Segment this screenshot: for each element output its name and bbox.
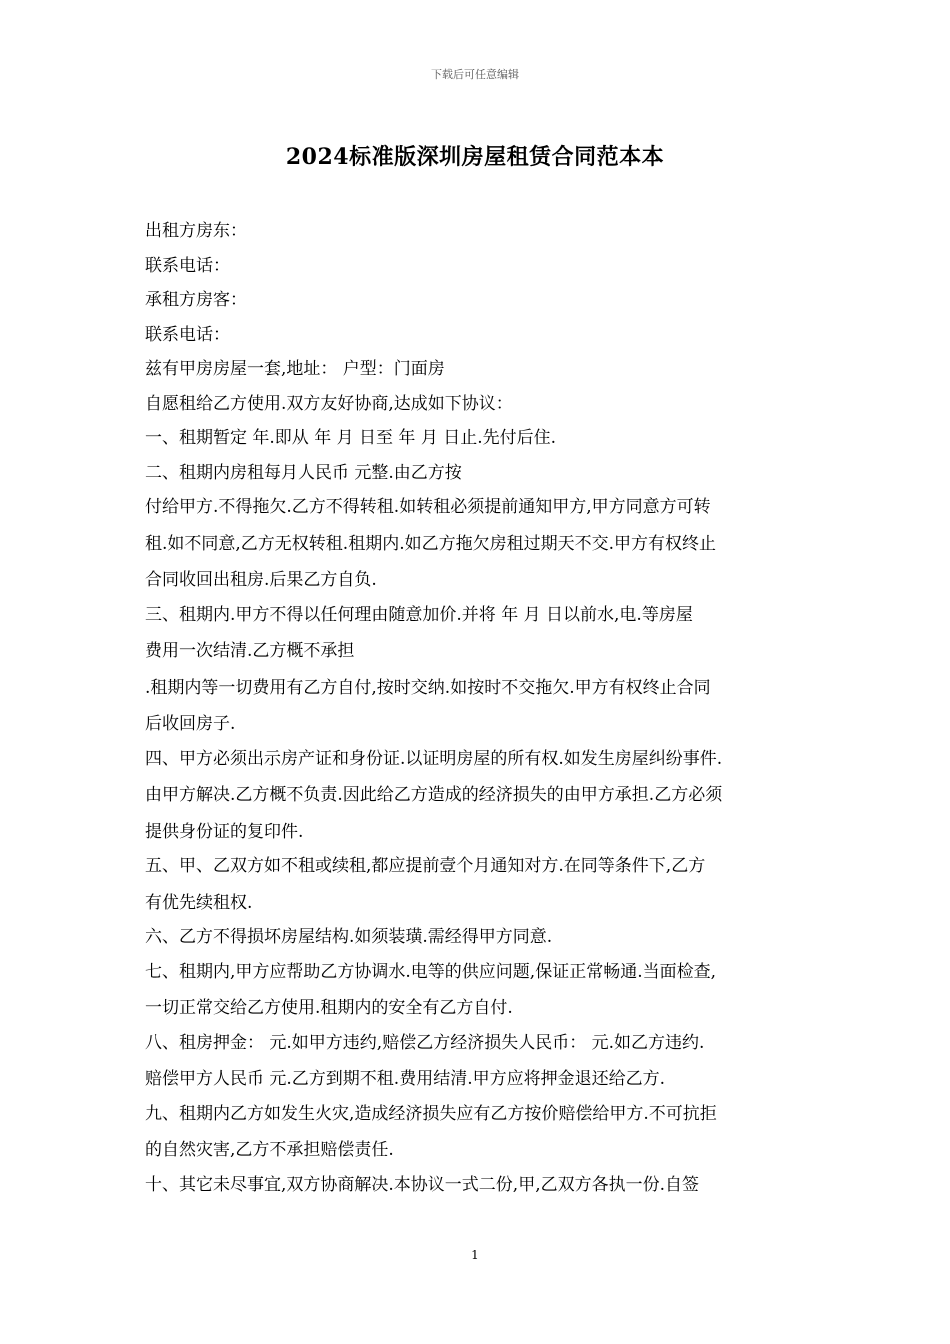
text-line: 承租方房客： [145, 290, 247, 310]
text-line: 后收回房子. [145, 714, 236, 734]
text-line: 九、租期内乙方如发生火灾,造成经济损失应有乙方按价赔偿给甲方.不可抗拒 [145, 1103, 717, 1124]
text-line: 联系电话： [145, 324, 230, 345]
text-line: 二、租期内房租每月人民币 元整.由乙方按 [145, 462, 462, 483]
text-line: 由甲方解决.乙方概不负责.因此给乙方造成的经济损失的由甲方承担.乙方必须 [145, 785, 723, 805]
text-line: .租期内等一切费用有乙方自付,按时交纳.如按时不交拖欠.甲方有权终止合同 [145, 677, 711, 698]
page-number: 1 [471, 1248, 479, 1262]
text-line: 十、其它未尽事宜,双方协商解决.本协议一式二份,甲,乙双方各执一份.自签 [145, 1174, 700, 1195]
text-line: 租.如不同意,乙方无权转租.租期内.如乙方拖欠房租过期天不交.甲方有权终止 [145, 533, 717, 554]
text-line: 有优先续租权. [145, 892, 253, 913]
text-line: 的自然灾害,乙方不承担赔偿责任. [145, 1140, 394, 1160]
text-line: 联系电话： [145, 255, 230, 276]
text-line: 自愿租给乙方使用.双方友好协商,达成如下协议： [145, 393, 513, 414]
text-line: 付给甲方.不得拖欠.乙方不得转租.如转租必须提前通知甲方,甲方同意方可转 [145, 497, 711, 517]
text-line: 兹有甲房房屋一套,地址： 户型：门面房 [145, 359, 445, 379]
text-line: 三、租期内.甲方不得以任何理由随意加价.并将 年 月 日以前水,电.等房屋 [145, 604, 693, 625]
text-line: 八、租房押金： 元.如甲方违约,赔偿乙方经济损失人民币： 元.如乙方违约. [145, 1032, 705, 1053]
text-line: 赔偿甲方人民币 元.乙方到期不租.费用结清.甲方应将押金退还给乙方. [145, 1069, 666, 1089]
text-line: 出租方房东： [145, 221, 247, 241]
document-body [145, 214, 810, 1202]
text-line: 五、甲、乙双方如不租或续租,都应提前壹个月通知对方.在同等条件下,乙方 [145, 856, 706, 876]
text-line: 六、乙方不得损坏房屋结构.如须装璜.需经得甲方同意. [145, 927, 553, 947]
text-line: 费用一次结清.乙方概不承担 [145, 641, 355, 661]
text-line: 提供身份证的复印件. [145, 821, 304, 842]
page-header-note: 下载后可任意编辑 [431, 68, 519, 81]
document-title: 2024标准版深圳房屋租赁合同范本本 [285, 144, 665, 170]
text-line: 一、租期暂定 年.即从 年 月 日至 年 月 日止.先付后住. [145, 428, 557, 448]
text-line: 四、甲方必须出示房产证和身份证.以证明房屋的所有权.如发生房屋纠纷事件. [145, 748, 723, 769]
text-line: 七、租期内,甲方应帮助乙方协调水.电等的供应问题,保证正常畅通.当面检查, [145, 961, 717, 982]
text-line: 合同收回出租房.后果乙方自负. [145, 570, 377, 590]
text-line: 一切正常交给乙方使用.租期内的安全有乙方自付. [145, 998, 513, 1018]
